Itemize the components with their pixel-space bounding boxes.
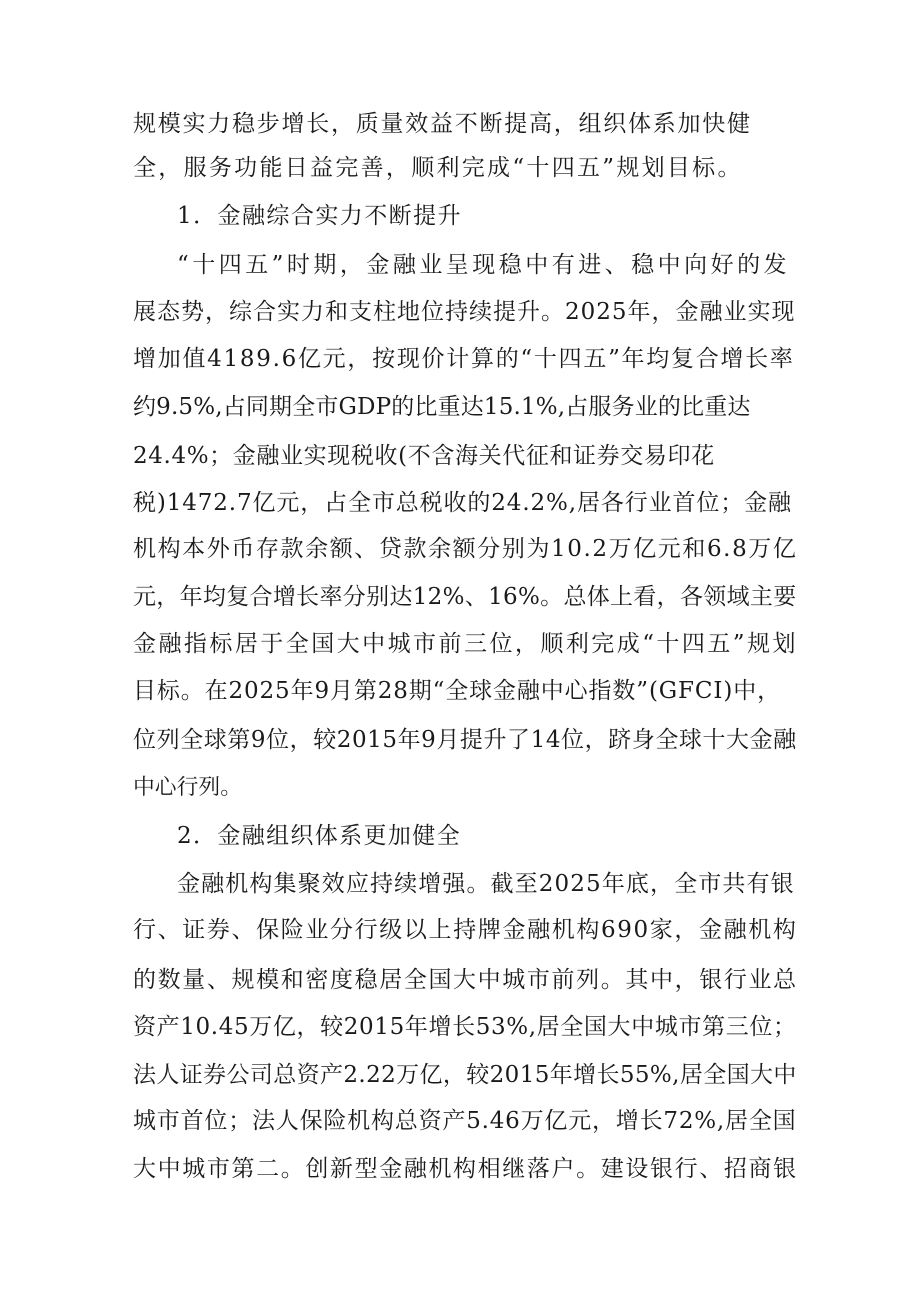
text-line: 位列全球第9位，较2015年9月提升了14位，跻身全球十大金融 [133, 727, 797, 753]
text-line: “十四五”时期，金融业呈现稳中有进、稳中向好的发 [177, 252, 791, 278]
text-line: 资产10.45万亿，较2015年增长53%,居全国大中城市第三位； [133, 1014, 797, 1040]
text-line: 24.4%；金融业实现税收(不含海关代征和证券交易印花 [133, 443, 715, 469]
text-line: 法人证券公司总资产2.22万亿，较2015年增长55%,居全国大中 [133, 1062, 797, 1088]
text-line: 元，年均复合增长率分别达12%、16%。总体上看，各领域主要 [133, 584, 797, 610]
text-line: 税)1472.7亿元，占全市总税收的24.2%,居各行业首位；金融 [133, 490, 792, 516]
text-line: 展态势，综合实力和支柱地位持续提升。2025年，金融业实现 [133, 299, 796, 325]
text-line: 机构本外币存款余额、贷款余额分别为10.2万亿元和6.8万亿 [133, 536, 798, 562]
text-line: 增加值4189.6亿元，按现价计算的“十四五”年均复合增长率 [133, 346, 795, 372]
section-heading: 2．金融组织体系更加健全 [177, 823, 461, 849]
text-line: 约9.5%,占同期全市GDP的比重达15.1%,占服务业的比重达 [133, 394, 751, 420]
text-line: 的数量、规模和密度稳居全国大中城市前列。其中，银行业总 [133, 967, 798, 993]
section-heading: 1．金融综合实力不断提升 [177, 203, 463, 229]
text-line: 目标。在2025年9月第28期“全球金融中心指数”(GFCI)中， [133, 678, 781, 704]
text-line: 全，服务功能日益完善，顺利完成“十四五”规划目标。 [133, 155, 743, 181]
text-line: 城市首位；法人保险机构总资产5.46万亿元，增长72%,居全国 [133, 1108, 797, 1134]
text-line: 行、证券、保险业分行级以上持牌金融机构690家，金融机构 [133, 917, 798, 943]
text-line: 规模实力稳步增长，质量效益不断提高，组织体系加快健 [133, 111, 752, 137]
text-line: 金融机构集聚效应持续增强。截至2025年底，全市共有银 [177, 871, 795, 897]
text-line: 大中城市第二。创新型金融机构相继落户。建设银行、招商银 [133, 1156, 798, 1182]
text-line: 中心行列。 [133, 775, 242, 800]
text-line: 金融指标居于全国大中城市前三位，顺利完成“十四五”规划 [133, 631, 798, 657]
